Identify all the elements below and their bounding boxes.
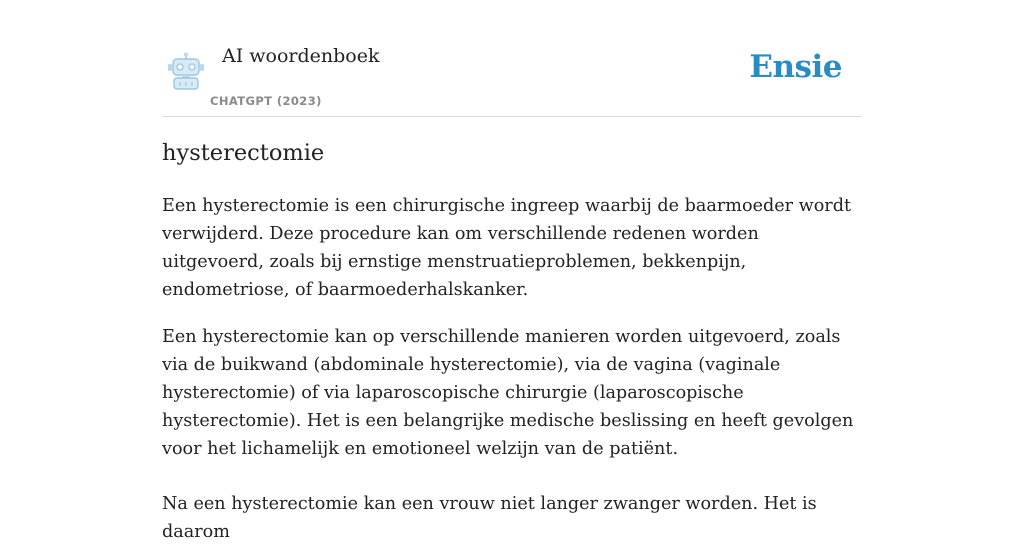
dictionary-source: CHATGPT (2023)	[210, 94, 322, 108]
entry-term: hysterectomie	[162, 140, 325, 166]
brand-logo[interactable]: Ensie	[749, 49, 842, 85]
dictionary-title[interactable]: AI woordenboek	[222, 45, 380, 67]
robot-icon	[166, 52, 206, 90]
page	[162, 0, 862, 542]
definition-paragraph: Een hysterectomie kan op verschillende manieren worden uitgevoerd, zoals via de buikwand (abdominale hysterectomie), via de vagina (vaginale hysterectomie) of via laparoscopische chirurgie (laparoscopische hysterectomie). Het is een belangrijke medische beslissing en heeft gevolgen voor het lichamelijk en emotioneel welzijn van de patiënt.	[162, 327, 854, 459]
definition-paragraph: Een hysterectomie is een chirurgische ingreep waarbij de baarmoeder wordt verwijderd. Deze procedure kan om verschillende redenen worden uitgevoerd, zoals bij ernstige menstruatieproblemen, bekkenpijn, endometriose, of baarmoederhalskanker.	[162, 196, 852, 300]
header	[162, 0, 862, 117]
definition-paragraph: Na een hysterectomie kan een vrouw niet langer zwanger worden. Het is daarom	[162, 494, 817, 542]
